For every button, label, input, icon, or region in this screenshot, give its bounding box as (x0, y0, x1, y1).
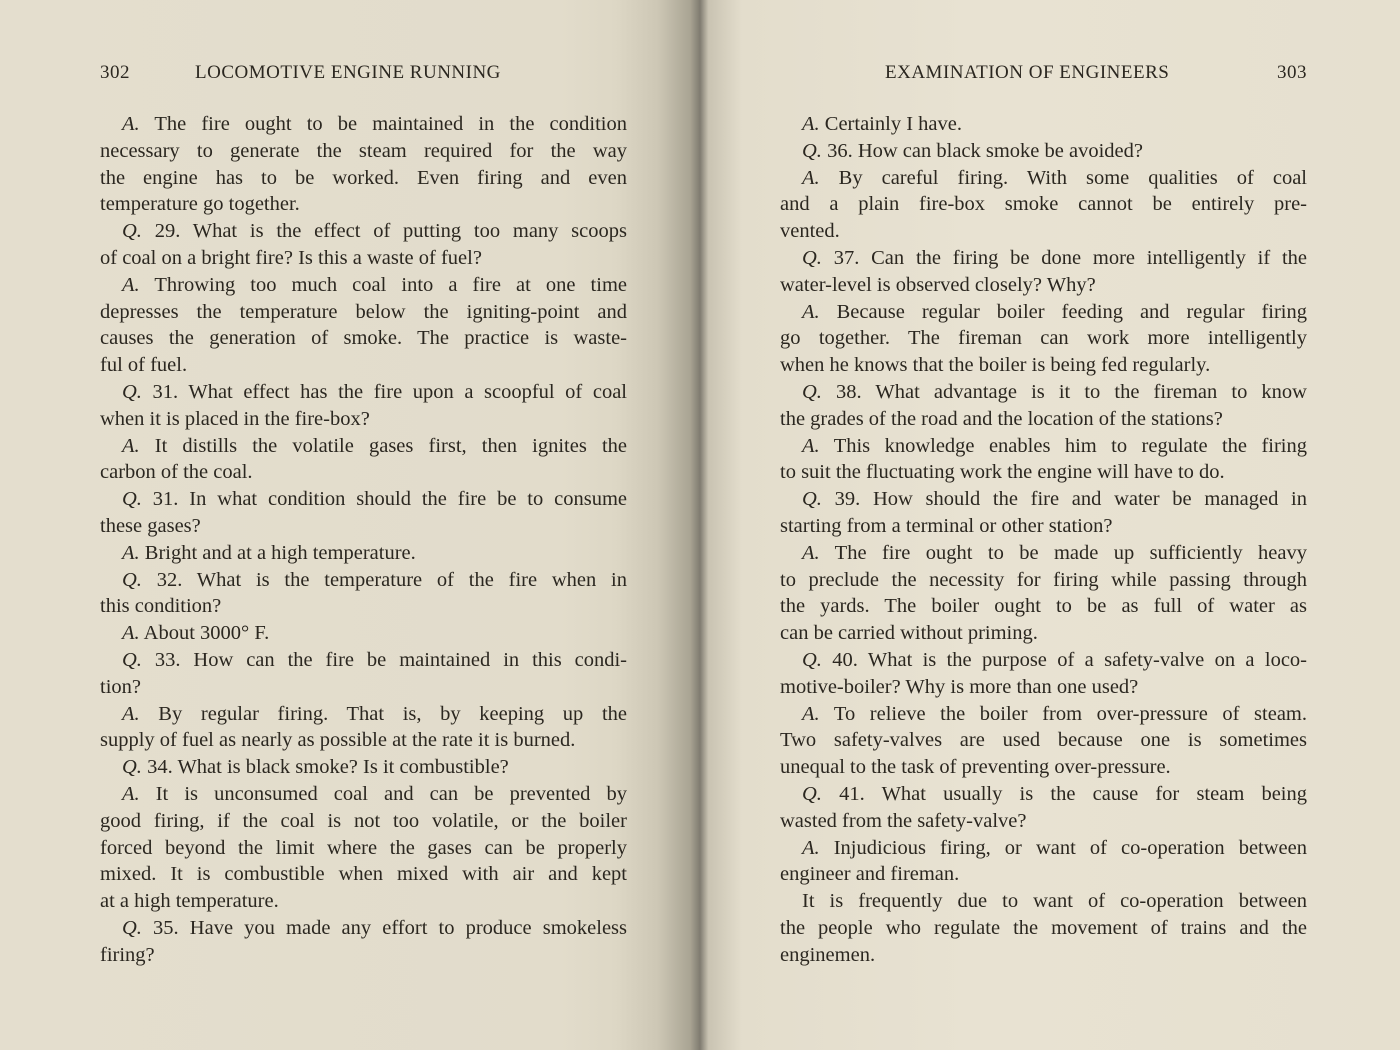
running-head: EXAMINATION OF ENGINEERS (885, 62, 1170, 83)
qa-marker: A. (122, 541, 140, 564)
text-line: A. Because regular boiler feeding and regular firing (802, 300, 1307, 323)
text-line: unequal to the task of preventing over-pressure. (780, 756, 1171, 779)
text-line: can be carried without priming. (780, 622, 1038, 645)
text-line: to preclude the necessity for firing while passing through (780, 568, 1307, 591)
text-line: this condition? (100, 595, 222, 618)
qa-marker: Q. (122, 756, 142, 779)
text-line: A. By careful firing. With some qualities of coal (802, 166, 1307, 189)
qa-marker: A. (802, 300, 820, 323)
text-line: Q. 35. Have you made any effort to produce smokeless (122, 916, 627, 939)
text-line: causes the generation of smoke. The practice is waste- (100, 327, 627, 350)
text-line: A. By regular firing. That is, by keeping up the (122, 702, 627, 725)
text-line: It is frequently due to want of co-operation between (802, 890, 1307, 913)
text-line: A. The fire ought to be made up sufficiently heavy (802, 541, 1307, 564)
text-line: Q. 29. What is the effect of putting too many scoops (122, 220, 627, 243)
qa-marker: A. (122, 113, 140, 135)
text-line: the grades of the road and the location of the stations? (780, 407, 1223, 430)
qa-marker: Q. (122, 648, 142, 671)
qa-marker: A. (802, 702, 820, 725)
qa-marker: A. (802, 113, 820, 135)
text-line: the yards. The boiler ought to be as full of water as (780, 595, 1307, 618)
text-line: to suit the fluctuating work the engine will have to do. (780, 461, 1225, 484)
text-line: Q. 38. What advantage is it to the fireman to know (802, 380, 1307, 403)
text-line: tion? (100, 675, 141, 698)
text-line: depresses the temperature below the igniting-point and (100, 300, 627, 323)
qa-marker: A. (802, 434, 820, 457)
text-line: water-level is observed closely? Why? (780, 273, 1096, 296)
text-line: when he knows that the boiler is being fed regularly. (780, 354, 1211, 377)
text-line: Q. 31. What effect has the fire upon a scoopful of coal (122, 380, 627, 403)
right-page (780, 0, 1307, 1050)
text-line: A. Bright and at a high temperature. (122, 541, 416, 564)
page-body (100, 111, 627, 969)
text-line: A. About 3000° F. (122, 622, 270, 645)
text-line: vented. (780, 220, 840, 243)
text-line: Q. 34. What is black smoke? Is it combustible? (122, 756, 509, 779)
text-line: wasted from the safety-valve? (780, 809, 1027, 832)
text-line: these gases? (100, 514, 201, 537)
page-header (100, 62, 627, 90)
text-line: carbon of the coal. (100, 461, 253, 484)
qa-marker: Q. (122, 916, 142, 939)
text-line: good firing, if the coal is not too volatile, or the boiler (100, 809, 627, 832)
qa-marker: Q. (122, 220, 142, 243)
text-line: A. The fire ought to be maintained in the condition (122, 113, 627, 135)
qa-marker: Q. (802, 139, 822, 162)
text-line: the people who regulate the movement of trains and the (780, 916, 1307, 939)
qa-marker: Q. (802, 246, 822, 269)
qa-marker: Q. (802, 648, 822, 671)
page-body (780, 111, 1307, 969)
text-line: go together. The fireman can work more intelligently (780, 327, 1307, 350)
qa-marker: Q. (802, 488, 822, 511)
qa-marker: A. (802, 541, 820, 564)
text-line: when it is placed in the fire-box? (100, 407, 370, 430)
left-page (100, 0, 627, 1050)
text-line: the engine has to be worked. Even firing and even (100, 166, 627, 189)
text-line: A. Certainly I have. (802, 113, 962, 135)
text-line: Q. 41. What usually is the cause for steam being (802, 782, 1307, 805)
qa-marker: A. (122, 782, 140, 805)
qa-marker: A. (122, 434, 140, 457)
text-line: Q. 32. What is the temperature of the fire when in (122, 568, 627, 591)
text-line: engineer and fireman. (780, 863, 960, 886)
text-line: A. Injudicious firing, or want of co-operation between (802, 836, 1307, 859)
page-number: 302 (100, 62, 130, 83)
text-line: Q. 39. How should the fire and water be managed in (802, 488, 1307, 511)
text-line: mixed. It is combustible when mixed with air and kept (100, 863, 627, 886)
qa-marker: A. (802, 166, 820, 189)
text-line: ful of fuel. (100, 354, 188, 377)
text-line: enginemen. (780, 943, 876, 966)
text-line: Q. 33. How can the fire be maintained in this condi- (122, 648, 627, 671)
text-line: Q. 37. Can the firing be done more intelligently if the (802, 246, 1307, 269)
text-line: and a plain fire-box smoke cannot be entirely pre- (780, 193, 1307, 216)
qa-marker: Q. (802, 380, 822, 403)
running-head: LOCOMOTIVE ENGINE RUNNING (195, 62, 501, 83)
text-line: Q. 40. What is the purpose of a safety-valve on a loco- (802, 648, 1307, 671)
text-line: A. Throwing too much coal into a fire at one time (122, 273, 627, 296)
qa-marker: Q. (122, 380, 142, 403)
text-line: at a high temperature. (100, 890, 279, 913)
text-line: A. To relieve the boiler from over-pressure of steam. (802, 702, 1307, 725)
qa-marker: Q. (802, 782, 822, 805)
text-line: Two safety-valves are used because one is sometimes (780, 729, 1307, 752)
qa-marker: A. (122, 622, 140, 645)
page-number: 303 (1277, 62, 1307, 83)
text-line: A. It distills the volatile gases first, then ignites the (122, 434, 627, 457)
text-line: A. This knowledge enables him to regulate the firing (802, 434, 1307, 457)
page-header (780, 62, 1307, 90)
qa-marker: Q. (122, 568, 142, 591)
qa-marker: A. (802, 836, 820, 859)
text-line: firing? (100, 943, 155, 966)
text-line: motive-boiler? Why is more than one used? (780, 675, 1139, 698)
text-line: A. It is unconsumed coal and can be prevented by (122, 782, 627, 805)
qa-marker: A. (122, 273, 140, 296)
text-line: Q. 31. In what condition should the fire be to consume (122, 488, 627, 511)
text-line: forced beyond the limit where the gases can be properly (100, 836, 627, 859)
text-line: temperature go together. (100, 193, 300, 216)
text-line: of coal on a bright fire? Is this a waste of fuel? (100, 246, 482, 269)
text-line: Q. 36. How can black smoke be avoided? (802, 139, 1144, 162)
text-line: necessary to generate the steam required for the way (100, 139, 627, 162)
qa-marker: Q. (122, 488, 142, 511)
text-line: starting from a terminal or other station? (780, 514, 1113, 537)
text-line: supply of fuel as nearly as possible at the rate it is burned. (100, 729, 576, 752)
qa-marker: A. (122, 702, 140, 725)
